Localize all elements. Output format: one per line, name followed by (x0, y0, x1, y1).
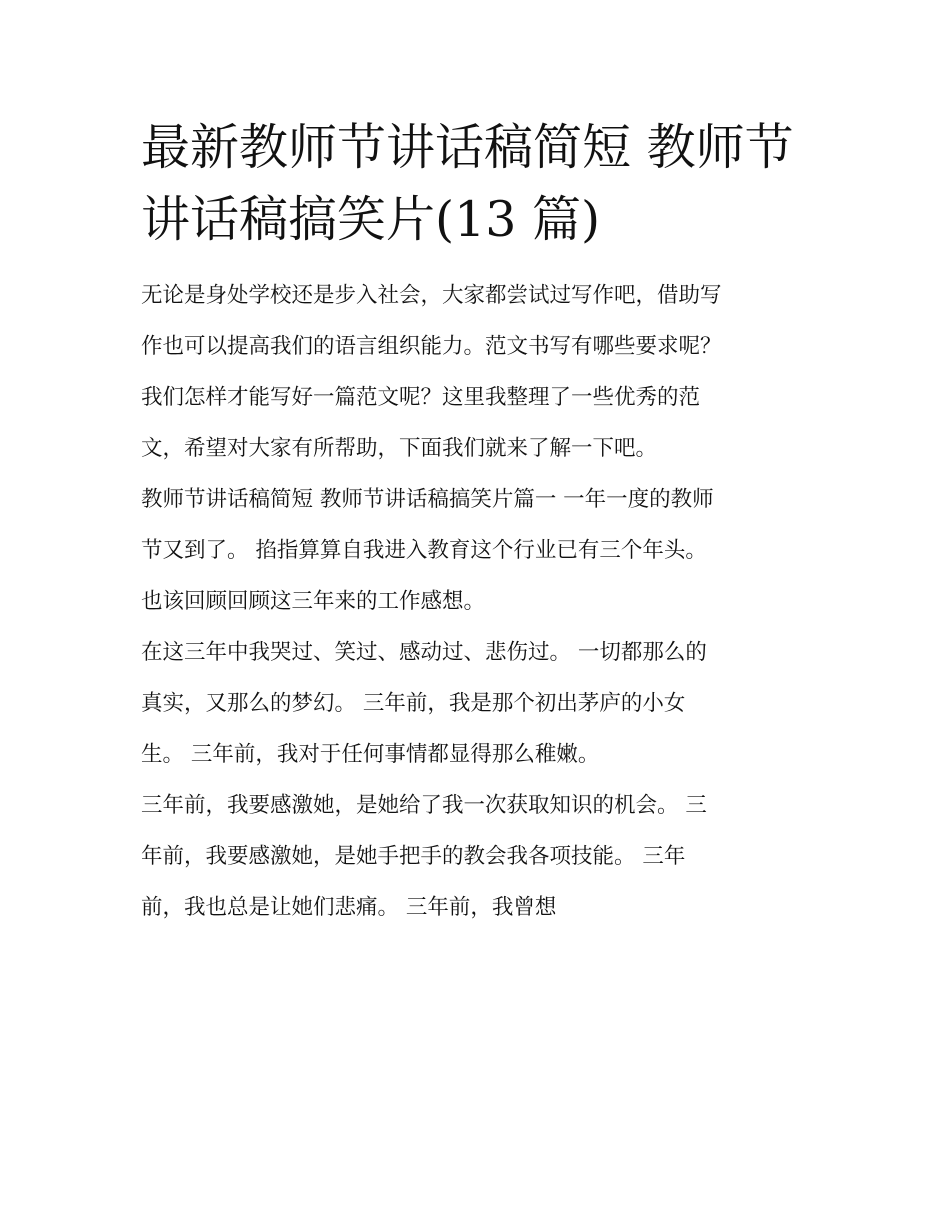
paragraph-three-years (141, 627, 813, 780)
text-line: 年前，我要感激她，是她手把手的教会我各项技能。 三年 (141, 844, 686, 869)
text-line: 真实，又那么的梦幻。 三年前，我是那个初出茅庐的小女 (141, 691, 686, 716)
document-body (141, 270, 813, 933)
document-title (141, 112, 813, 256)
title-line: 讲话稿搞笑片(13 篇) (141, 191, 601, 248)
text-line: 教师节讲话稿简短 教师节讲话稿搞笑片篇一 一年一度的教师 (141, 487, 714, 512)
document-content (141, 112, 813, 933)
paragraph-section-1 (141, 474, 813, 627)
text-line: 在这三年中我哭过、笑过、感动过、悲伤过。 一切都那么的 (141, 640, 707, 665)
text-line: 前，我也总是让她们悲痛。 三年前，我曾想 (141, 895, 557, 920)
paragraph-gratitude (141, 780, 813, 933)
text-line: 我们怎样才能写好一篇范文呢？这里我整理了一些优秀的范 (141, 385, 701, 410)
text-line: 无论是身处学校还是步入社会，大家都尝试过写作吧，借助写 (141, 283, 722, 308)
text-line: 生。 三年前，我对于任何事情都显得那么稚嫩。 (141, 742, 600, 767)
text-line: 也该回顾回顾这三年来的工作感想。 (141, 589, 486, 614)
text-line: 文，希望对大家有所帮助，下面我们就来了解一下吧。 (141, 436, 658, 461)
paragraph-intro (141, 270, 813, 474)
title-line: 最新教师节讲话稿简短 教师节 (141, 119, 794, 176)
text-line: 作也可以提高我们的语言组织能力。范文书写有哪些要求呢？ (141, 334, 722, 359)
text-line: 三年前，我要感激她，是她给了我一次获取知识的机会。 三 (141, 793, 707, 818)
text-line: 节又到了。 掐指算算自我进入教育这个行业已有三个年头。 (141, 538, 707, 563)
